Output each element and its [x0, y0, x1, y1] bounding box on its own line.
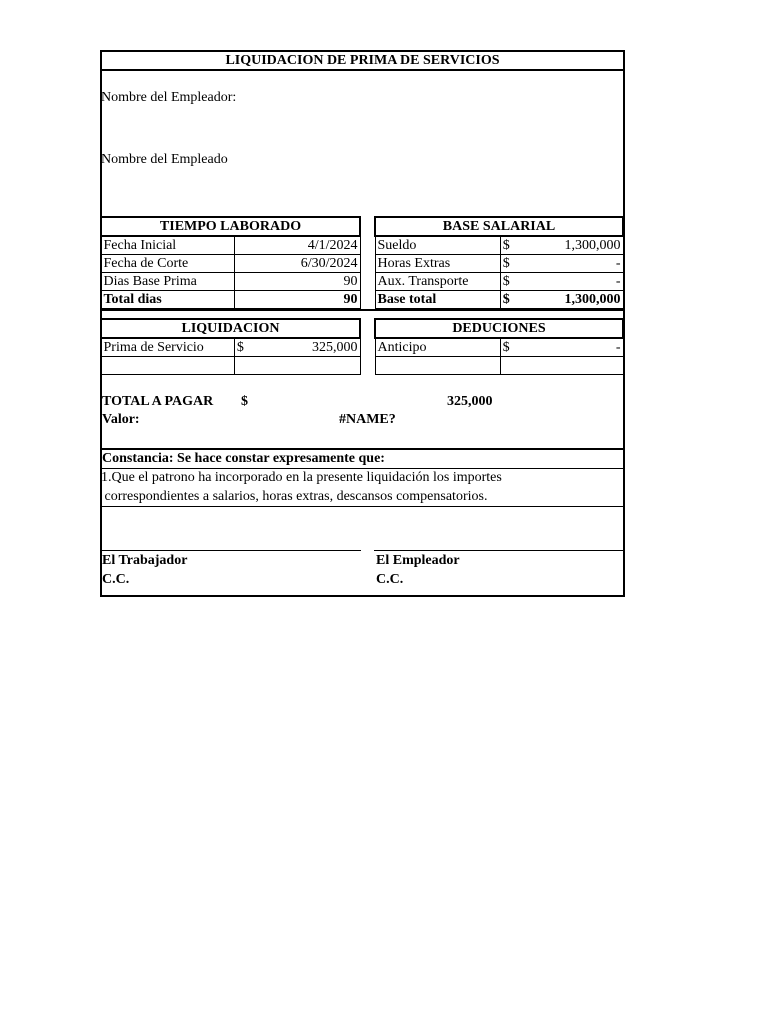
prima-servicio-label: Prima de Servicio	[101, 338, 234, 357]
empleador-signature-line	[374, 550, 624, 551]
table-row	[375, 357, 623, 375]
empleador-label: El Empleador	[376, 553, 460, 568]
anticipo-label: Anticipo	[375, 338, 500, 357]
table-row	[101, 236, 360, 255]
aux-transporte-value: -	[524, 273, 623, 291]
table-row	[101, 273, 360, 291]
base-total-value: 1,300,000	[524, 291, 623, 309]
sueldo-currency: $	[500, 236, 524, 255]
trabajador-cc: C.C.	[102, 572, 130, 587]
fecha-inicial-label: Fecha Inicial	[101, 236, 234, 255]
section-divider	[100, 309, 625, 311]
table-row	[375, 291, 623, 309]
trabajador-signature-line	[100, 550, 361, 551]
tiempo-header: TIEMPO LABORADO	[101, 217, 360, 236]
prima-servicio-currency: $	[234, 338, 258, 357]
fecha-inicial-value: 4/1/2024	[234, 236, 360, 255]
fecha-corte-value: 6/30/2024	[234, 255, 360, 273]
empty-cell	[101, 357, 234, 375]
constancia-bottom-border	[100, 506, 625, 507]
empty-cell	[375, 357, 500, 375]
base-table	[374, 216, 624, 309]
empty-cell	[500, 357, 623, 375]
table-row	[101, 291, 360, 309]
prima-servicio-value: 325,000	[258, 338, 360, 357]
constancia-line-2: correspondientes a salarios, horas extras, descansos compensatorios.	[101, 489, 488, 504]
constancia-header: Constancia: Se hace constar expresamente que:	[102, 451, 385, 466]
total-label: TOTAL A PAGAR	[102, 394, 214, 409]
total-currency: $	[241, 394, 248, 409]
employee-label: Nombre del Empleado	[101, 152, 228, 167]
horas-extras-currency: $	[500, 255, 524, 273]
table-row	[375, 338, 623, 357]
base-header: BASE SALARIAL	[375, 217, 623, 236]
table-row	[375, 273, 623, 291]
anticipo-value: -	[524, 338, 623, 357]
sueldo-value: 1,300,000	[524, 236, 623, 255]
trabajador-label: El Trabajador	[102, 553, 188, 568]
tiempo-table	[100, 216, 361, 309]
aux-transporte-currency: $	[500, 273, 524, 291]
employer-label: Nombre del Empleador:	[101, 90, 237, 105]
fecha-corte-label: Fecha de Corte	[101, 255, 234, 273]
total-dias-value: 90	[234, 291, 360, 309]
deducciones-header: DEDUCIONES	[375, 319, 623, 338]
total-dias-label: Total dias	[101, 291, 234, 309]
deducciones-table	[374, 318, 624, 375]
dias-base-label: Dias Base Prima	[101, 273, 234, 291]
valor-value: #NAME?	[339, 412, 396, 427]
dias-base-value: 90	[234, 273, 360, 291]
horas-extras-label: Horas Extras	[375, 255, 500, 273]
page-title: LIQUIDACION DE PRIMA DE SERVICIOS	[100, 50, 625, 71]
table-row	[101, 255, 360, 273]
base-total-label: Base total	[375, 291, 500, 309]
valor-label: Valor:	[102, 412, 140, 427]
table-row	[375, 236, 623, 255]
table-row	[375, 255, 623, 273]
constancia-line-1: 1.Que el patrono ha incorporado en la presente liquidación los importes	[101, 470, 502, 485]
liquidacion-header: LIQUIDACION	[101, 319, 360, 338]
aux-transporte-label: Aux. Transporte	[375, 273, 500, 291]
table-row	[101, 357, 360, 375]
horas-extras-value: -	[524, 255, 623, 273]
empty-cell	[234, 357, 360, 375]
anticipo-currency: $	[500, 338, 524, 357]
base-total-currency: $	[500, 291, 524, 309]
empleador-cc: C.C.	[376, 572, 404, 587]
sueldo-label: Sueldo	[375, 236, 500, 255]
total-amount: 325,000	[447, 394, 493, 409]
liquidacion-table	[100, 318, 361, 375]
table-row	[101, 338, 360, 357]
